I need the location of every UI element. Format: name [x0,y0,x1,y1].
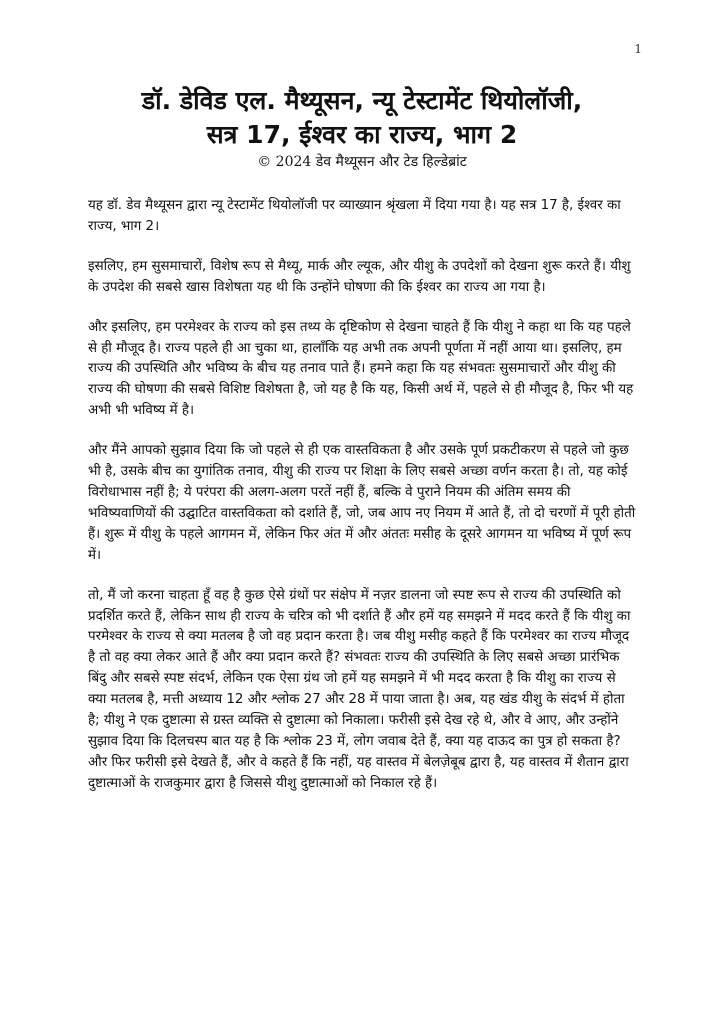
title-line-1: डॉ. डेविड एल. मैथ्यूसन, न्यू टेस्टामेंट थियोलॉजी, [141,86,583,115]
paragraph-2: इसलिए, हम सुसमाचारों, विशेष रूप से मैथ्यू, मार्क और ल्यूक, और यीशु के उपदेशों को देखना शुरू करते हैं। यीशु के उपदेश की सबसे खास विशेषता यह थी कि उन्होंने घोषणा की कि ईश्वर का राज्य आ गया है। [88,258,631,295]
copyright-line: © 2024 डेव मैथ्यूसन और टेड हिल्डेब्रांट [257,154,467,170]
page-number: 1 [634,42,642,56]
paragraph-5: तो, मैं जो करना चाहता हूँ वह है कुछ ऐसे ग्रंथों पर संक्षेप में नज़र डालना जो स्पष्ट रूप से राज्य की उपस्थिति को प्रदर्शित करते हैं, लेकिन साथ ही राज्य के चरित्र को भी दर्शाते हैं और हमें यह समझने में मदद करते हैं कि यीशु का परमेश्वर के राज्य से क्या मतलब है जो वह प्रदान करता है। जब यीशु मसीह कहते हैं कि परमेश्वर का राज्य मौजूद है तो वह क्या लेकर आते हैं और क्या प्रदान करते हैं? संभवतः राज्य की उपस्थिति के लिए सबसे अच्छा प्रारंभिक बिंदु और सबसे स्पष्ट संदर्भ, लेकिन एक ऐसा ग्रंथ जो हमें यह समझने में भी मदद करता है कि यीशु का राज्य से क्या मतलब है, मत्ती अध्याय 12 और श्लोक 27 और 28 में पाया जाता है। अब, यह खंड यीशु के संदर्भ में होता है; यीशु ने एक दुष्टात्मा से ग्रस्त व्यक्ति से दुष्टात्मा को निकाला। फरीसी इसे देख रहे थे, और वे आए, और उन्होंने सुझाव दिया कि दिलचस्प बात यह है कि श्लोक 23 में, लोग जवाब देते हैं, क्या यह दाऊद का पुत्र हो सकता है? और फिर फरीसी इसे देखते हैं, और वे कहते हैं कि नहीं, यह वास्तव में बेलज़ेबूब द्वारा है, यह वास्तव में शैतान द्वारा दुष्टात्माओं के राजकुमार द्वारा है जिससे यीशु दुष्टात्माओं को निकाल रहे हैं। [88,587,631,791]
document-body [88,196,638,814]
paragraph-3: और इसलिए, हम परमेश्वर के राज्य को इस तथ्य के दृष्टिकोण से देखना चाहते हैं कि यीशु ने कहा था कि यह पहले से ही मौजूद है। राज्य पहले ही आ चुका था, हालाँकि यह अभी तक अपनी पूर्णता में नहीं आया था। इसलिए, हम राज्य की उपस्थिति और भविष्य के बीच यह तनाव पाते हैं। हमने कहा कि यह संभवतः सुसमाचारों और यीशु की राज्य की घोषणा की सबसे विशिष्ट विशेषता है, जो यह है कि यह, किसी अर्थ में, पहले से ही मौजूद है, फिर भी यह अभी भी भविष्य में है। [88,319,634,419]
title-line-2: सत्र 17, ईश्वर का राज्य, भाग 2 [206,120,518,149]
paragraph-4: और मैंने आपको सुझाव दिया कि जो पहले से ही एक वास्तविकता है और उसके पूर्ण प्रकटीकरण से पहले जो कुछ भी है, उसके बीच का युगांतिक तनाव, यीशु की राज्य पर शिक्षा के लिए सबसे अच्छा वर्णन करता है। तो, यह कोई विरोधाभास नहीं है; ये परंपरा की अलग-अलग परतें नहीं हैं, बल्कि वे पुराने नियम की अंतिम समय की भविष्यवाणियों की उद्घाटित वास्तविकता को दर्शाते हैं, जो, जब आप नए नियम में आते हैं, तो दो चरणों में पूरी होती हैं। शुरू में यीशु के पहले आगमन में, लेकिन फिर अंत में और अंततः मसीह के दूसरे आगमन या भविष्य में पूर्ण रूप में। [88,443,636,563]
document-title [40,84,684,152]
paragraph-1: यह डॉ. डेव मैथ्यूसन द्वारा न्यू टेस्टामेंट थियोलॉजी पर व्याख्यान श्रृंखला में दिया गया है। यह सत्र 17 है, ईश्वर का राज्य, भाग 2। [88,198,621,234]
